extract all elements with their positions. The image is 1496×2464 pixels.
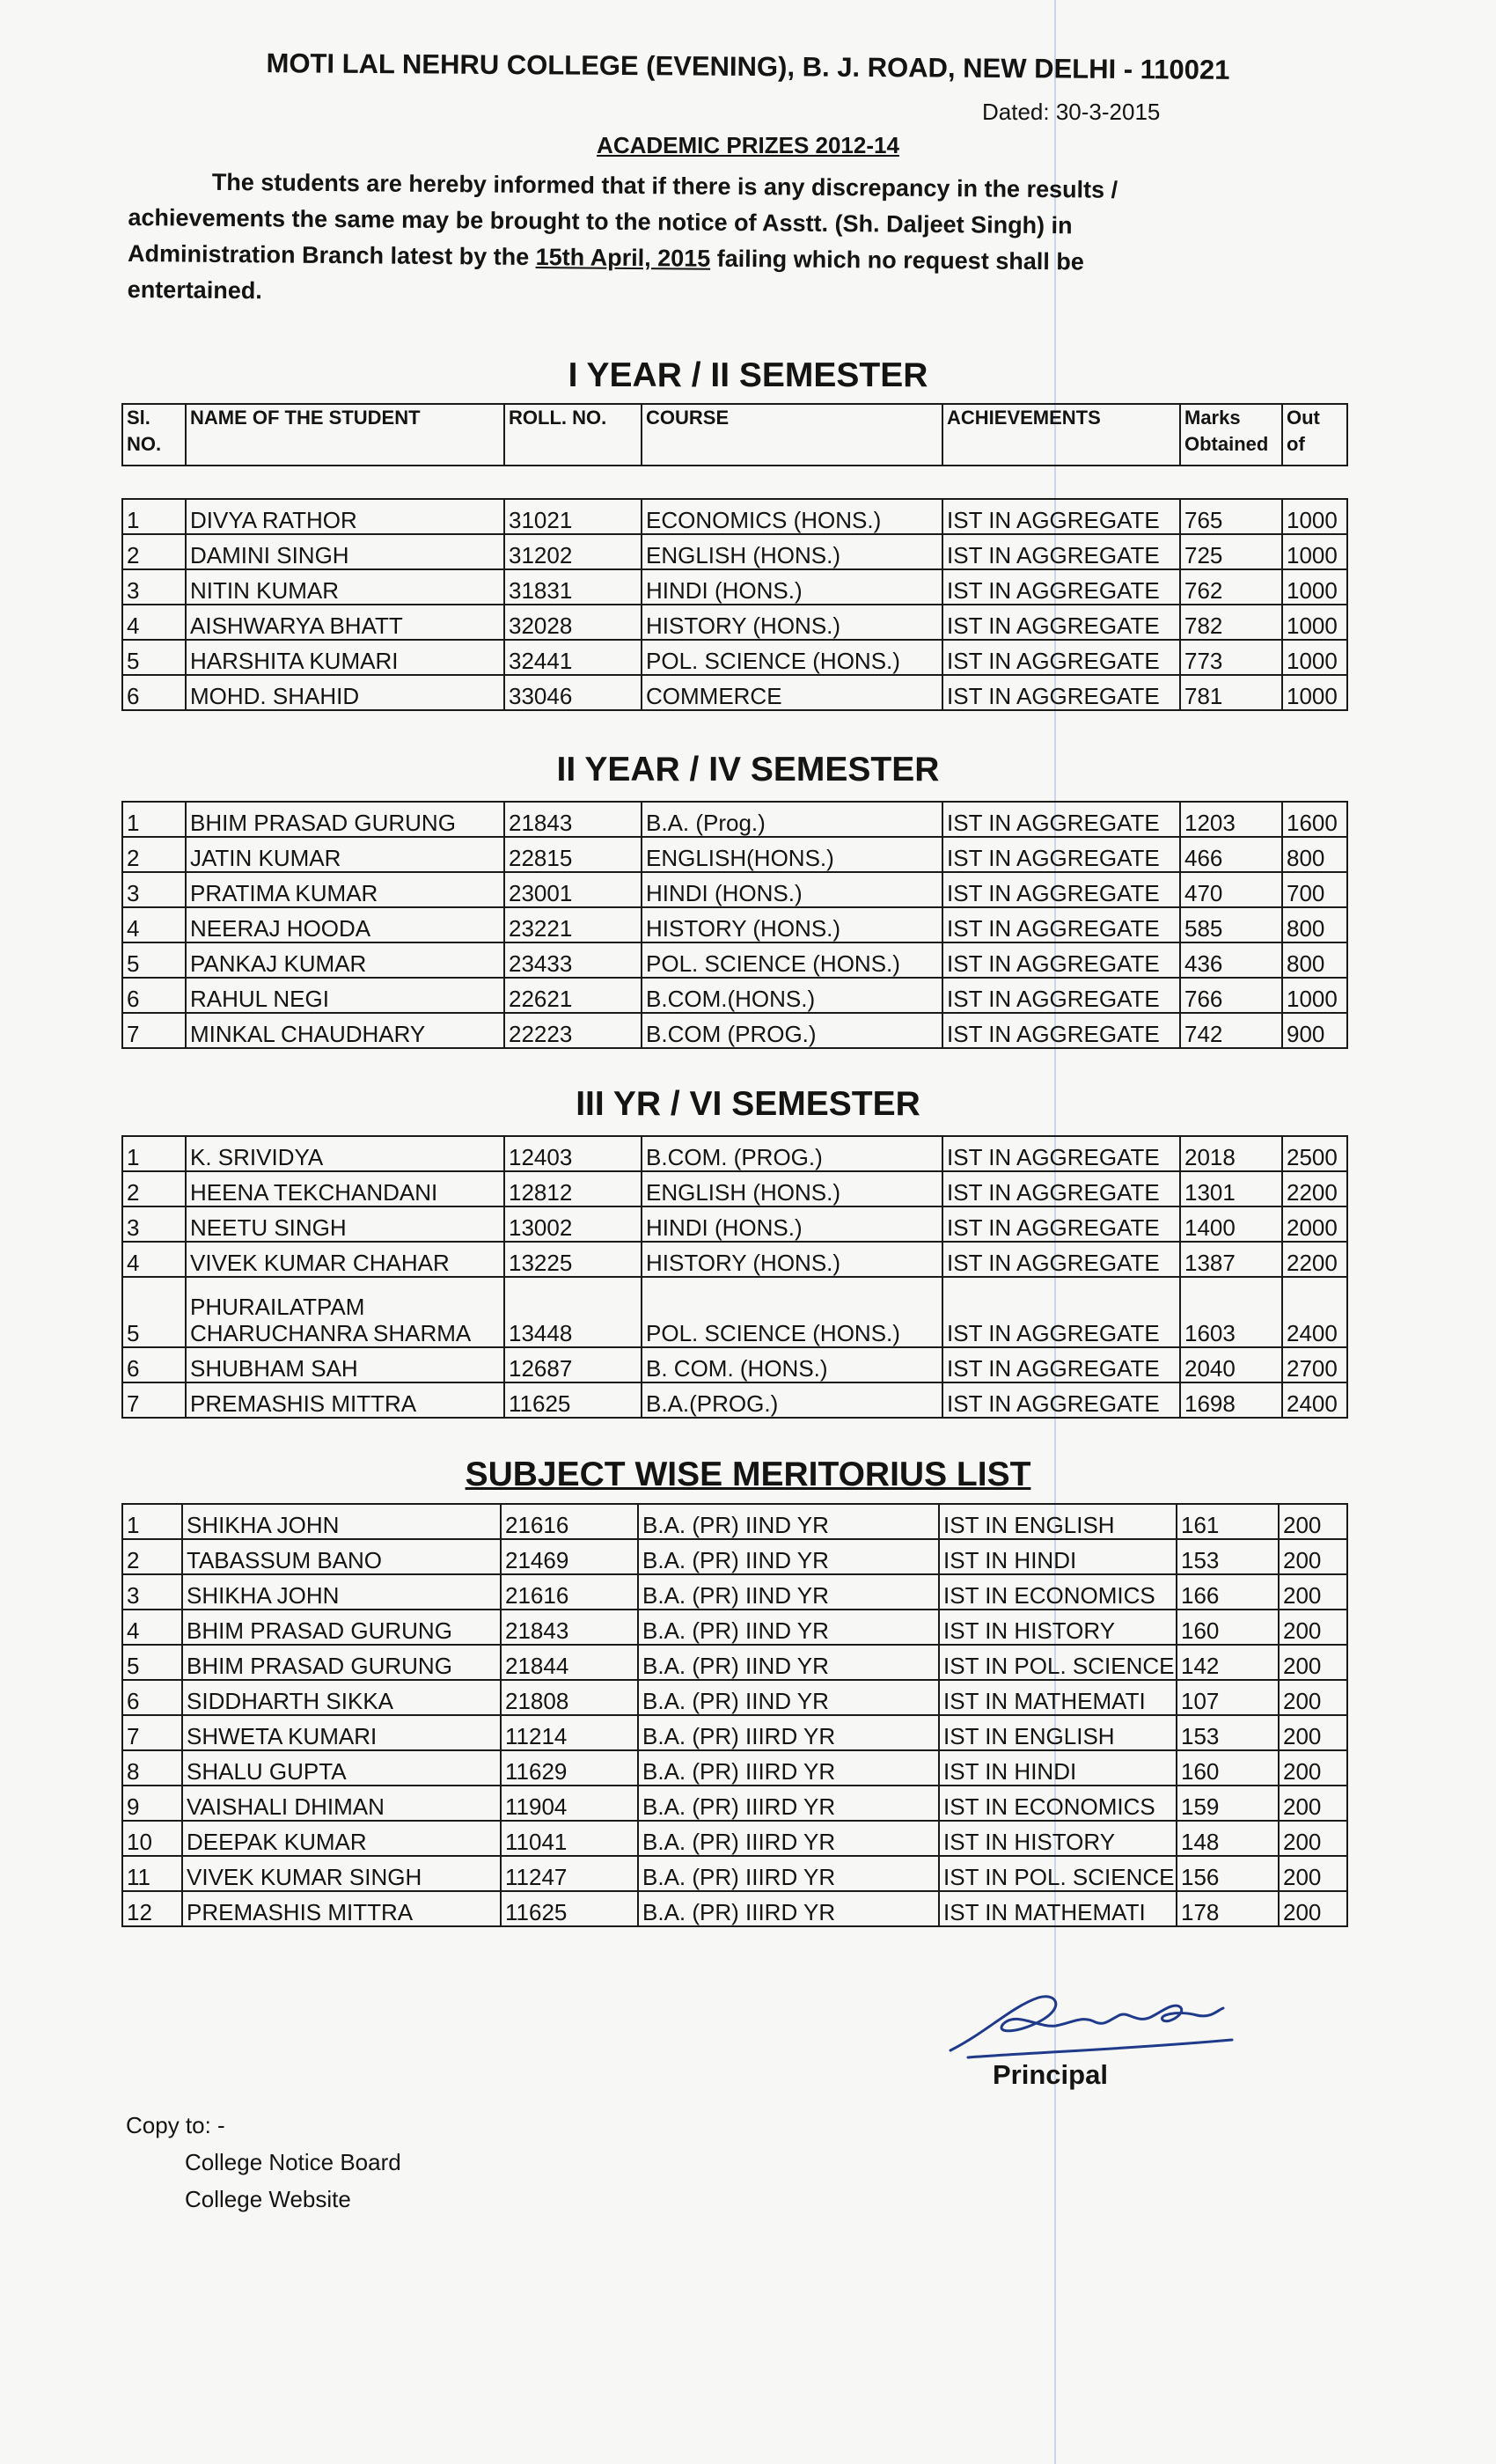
table-row <box>122 1645 1347 1680</box>
marks-cell: 742 <box>1180 1013 1282 1048</box>
marks-cell: 725 <box>1180 534 1282 569</box>
marks-cell: 148 <box>1177 1821 1279 1856</box>
achievement-cell: IST IN AGGREGATE <box>942 802 1180 837</box>
name-cell: PRATIMA KUMAR <box>186 872 504 907</box>
out-of-cell: 900 <box>1282 1013 1347 1048</box>
achievement-cell: IST IN AGGREGATE <box>942 1206 1180 1242</box>
roll-cell: 21808 <box>501 1680 638 1715</box>
table-year2 <box>121 801 1348 1049</box>
course-cell: B.A. (PR) IIIRD YR <box>638 1891 939 1926</box>
course-cell: B.A. (PR) IIIRD YR <box>638 1856 939 1891</box>
achievement-cell: IST IN POL. SCIENCE <box>939 1645 1177 1680</box>
achievement-cell: IST IN ENGLISH <box>939 1504 1177 1539</box>
marks-cell: 470 <box>1180 872 1282 907</box>
course-cell: B.COM.(HONS.) <box>642 978 942 1013</box>
sl-cell: 1 <box>122 1504 182 1539</box>
achievement-cell: IST IN AGGREGATE <box>942 1277 1180 1347</box>
out-of-cell: 1000 <box>1282 534 1347 569</box>
sl-cell: 4 <box>122 605 186 640</box>
course-cell: POL. SCIENCE (HONS.) <box>642 1277 942 1347</box>
roll-cell: 13225 <box>504 1242 642 1277</box>
out-of-cell: 200 <box>1279 1821 1347 1856</box>
roll-cell: 12812 <box>504 1171 642 1206</box>
sl-cell: 8 <box>122 1750 182 1786</box>
notice-line: The students are hereby informed that if there is any discrepancy in the results / <box>211 168 1118 203</box>
out-of-cell: 200 <box>1279 1574 1347 1610</box>
roll-cell: 31831 <box>504 569 642 605</box>
achievement-cell: IST IN MATHEMATI <box>939 1680 1177 1715</box>
out-of-cell: 2200 <box>1282 1242 1347 1277</box>
roll-cell: 22815 <box>504 837 642 872</box>
notice-deadline: 15th April, 2015 <box>535 244 711 272</box>
achievement-cell: IST IN AGGREGATE <box>942 837 1180 872</box>
out-of-cell: 700 <box>1282 872 1347 907</box>
marks-cell: 1203 <box>1180 802 1282 837</box>
table-year3 <box>121 1135 1348 1419</box>
out-of-cell: 200 <box>1279 1750 1347 1786</box>
table-row <box>122 1242 1347 1277</box>
achievement-cell: IST IN ENGLISH <box>939 1715 1177 1750</box>
table-row <box>122 1539 1347 1574</box>
course-cell: HISTORY (HONS.) <box>642 907 942 942</box>
out-of-cell: 200 <box>1279 1645 1347 1680</box>
col-name: NAME OF THE STUDENT <box>186 404 504 466</box>
sl-cell: 7 <box>122 1013 186 1048</box>
out-of-cell: 800 <box>1282 907 1347 942</box>
course-cell: B.A. (PR) IIND YR <box>638 1680 939 1715</box>
sl-cell: 5 <box>122 640 186 675</box>
roll-cell: 11214 <box>501 1715 638 1750</box>
table-row <box>122 1347 1347 1382</box>
marks-cell: 466 <box>1180 837 1282 872</box>
name-cell: SHUBHAM SAH <box>186 1347 504 1382</box>
roll-cell: 31021 <box>504 499 642 534</box>
name-cell: VAISHALI DHIMAN <box>182 1786 501 1821</box>
sl-cell: 2 <box>122 1539 182 1574</box>
marks-cell: 766 <box>1180 978 1282 1013</box>
course-cell: B.A. (Prog.) <box>642 802 942 837</box>
course-cell: B. COM. (HONS.) <box>642 1347 942 1382</box>
name-cell: HEENA TEKCHANDANI <box>186 1171 504 1206</box>
marks-cell: 436 <box>1180 942 1282 978</box>
name-line: CHARUCHANRA SHARMA <box>190 1320 472 1346</box>
name-line: PHURAILATPAM <box>190 1294 365 1320</box>
principal-signature <box>933 1971 1250 2068</box>
course-cell: HISTORY (HONS.) <box>642 605 942 640</box>
roll-cell: 21469 <box>501 1539 638 1574</box>
table-row <box>122 1821 1347 1856</box>
achievement-cell: IST IN MATHEMATI <box>939 1891 1177 1926</box>
sl-cell: 1 <box>122 1136 186 1171</box>
roll-cell: 11041 <box>501 1821 638 1856</box>
name-cell: NITIN KUMAR <box>186 569 504 605</box>
table-row <box>122 499 1347 534</box>
achievement-cell: IST IN AGGREGATE <box>942 1382 1180 1418</box>
achievement-cell: IST IN AGGREGATE <box>942 978 1180 1013</box>
roll-cell: 11625 <box>501 1891 638 1926</box>
out-of-cell: 1000 <box>1282 675 1347 710</box>
table-row <box>122 1715 1347 1750</box>
course-cell: HINDI (HONS.) <box>642 569 942 605</box>
sl-cell: 6 <box>122 978 186 1013</box>
table-row <box>122 1136 1347 1171</box>
name-cell: PREMASHIS MITTRA <box>186 1382 504 1418</box>
roll-cell: 23001 <box>504 872 642 907</box>
table-row <box>122 1680 1347 1715</box>
course-cell: ENGLISH (HONS.) <box>642 534 942 569</box>
marks-cell: 166 <box>1177 1574 1279 1610</box>
course-cell: B.COM. (PROG.) <box>642 1136 942 1171</box>
sl-cell: 3 <box>122 1574 182 1610</box>
marks-cell: 1603 <box>1180 1277 1282 1347</box>
course-cell: HINDI (HONS.) <box>642 872 942 907</box>
course-cell: ECONOMICS (HONS.) <box>642 499 942 534</box>
achievement-cell: IST IN HINDI <box>939 1539 1177 1574</box>
achievement-cell: IST IN HINDI <box>939 1750 1177 1786</box>
course-cell: COMMERCE <box>642 675 942 710</box>
achievement-cell: IST IN POL. SCIENCE <box>939 1856 1177 1891</box>
name-cell: TABASSUM BANO <box>182 1539 501 1574</box>
course-cell: HINDI (HONS.) <box>642 1206 942 1242</box>
out-of-cell: 200 <box>1279 1539 1347 1574</box>
course-cell: B.A. (PR) IIND YR <box>638 1610 939 1645</box>
sl-cell: 2 <box>122 1171 186 1206</box>
achievement-cell: IST IN AGGREGATE <box>942 675 1180 710</box>
name-cell: K. SRIVIDYA <box>186 1136 504 1171</box>
table-row <box>122 1277 1347 1347</box>
table-row <box>122 907 1347 942</box>
prizes-title: ACADEMIC PRIZES 2012-14 <box>597 132 899 158</box>
section-title-year3: III YR / VI SEMESTER <box>576 1085 920 1123</box>
marks-cell: 585 <box>1180 907 1282 942</box>
marks-cell: 161 <box>1177 1504 1279 1539</box>
course-cell: B.A. (PR) IIND YR <box>638 1574 939 1610</box>
table-row <box>122 534 1347 569</box>
copy-to-label: Copy to: - <box>126 2112 225 2138</box>
table-row <box>122 802 1347 837</box>
out-of-cell: 1000 <box>1282 978 1347 1013</box>
name-cell: MOHD. SHAHID <box>186 675 504 710</box>
sl-cell: 5 <box>122 1277 186 1347</box>
out-of-cell: 200 <box>1279 1680 1347 1715</box>
achievement-cell: IST IN AGGREGATE <box>942 499 1180 534</box>
table-row <box>122 640 1347 675</box>
sl-cell: 9 <box>122 1786 182 1821</box>
out-of-cell: 1000 <box>1282 640 1347 675</box>
course-cell: B.A. (PR) IIIRD YR <box>638 1715 939 1750</box>
sl-cell: 12 <box>122 1891 182 1926</box>
marks-cell: 773 <box>1180 640 1282 675</box>
marks-cell: 107 <box>1177 1680 1279 1715</box>
out-of-cell: 2400 <box>1282 1382 1347 1418</box>
course-cell: ENGLISH (HONS.) <box>642 1171 942 1206</box>
sl-cell: 1 <box>122 499 186 534</box>
achievement-cell: IST IN AGGREGATE <box>942 1347 1180 1382</box>
table-row <box>122 872 1347 907</box>
notice-date: Dated: 30-3-2015 <box>982 99 1161 125</box>
table-row <box>122 605 1347 640</box>
out-of-cell: 2000 <box>1282 1206 1347 1242</box>
name-cell: PREMASHIS MITTRA <box>182 1891 501 1926</box>
col-out-of: Out of <box>1282 404 1347 466</box>
name-cell: RAHUL NEGI <box>186 978 504 1013</box>
roll-cell: 13002 <box>504 1206 642 1242</box>
name-cell: VIVEK KUMAR SINGH <box>182 1856 501 1891</box>
table-row <box>122 1504 1347 1539</box>
marks-cell: 2018 <box>1180 1136 1282 1171</box>
out-of-cell: 1000 <box>1282 499 1347 534</box>
out-of-cell: 800 <box>1282 837 1347 872</box>
col-marks: Marks Obtained <box>1180 404 1282 466</box>
marks-cell: 781 <box>1180 675 1282 710</box>
out-of-cell: 200 <box>1279 1786 1347 1821</box>
copy-to-list <box>185 2144 401 2218</box>
out-of-cell: 1600 <box>1282 802 1347 837</box>
marks-cell: 1400 <box>1180 1206 1282 1242</box>
col-course: COURSE <box>642 404 942 466</box>
course-cell: POL. SCIENCE (HONS.) <box>642 640 942 675</box>
achievement-cell: IST IN AGGREGATE <box>942 872 1180 907</box>
achievement-cell: IST IN AGGREGATE <box>942 942 1180 978</box>
marks-cell: 1301 <box>1180 1171 1282 1206</box>
sl-cell: 3 <box>122 569 186 605</box>
achievement-cell: IST IN AGGREGATE <box>942 569 1180 605</box>
achievement-cell: IST IN HISTORY <box>939 1821 1177 1856</box>
name-cell: DAMINI SINGH <box>186 534 504 569</box>
roll-cell: 11629 <box>501 1750 638 1786</box>
list-item: College Notice Board <box>185 2149 401 2175</box>
marks-cell: 156 <box>1177 1856 1279 1891</box>
out-of-cell: 800 <box>1282 942 1347 978</box>
notice-line: achievements the same may be brought to the notice of Asstt. (Sh. Daljeet Singh) in <box>128 203 1073 239</box>
achievement-cell: IST IN ECONOMICS <box>939 1574 1177 1610</box>
achievement-cell: IST IN AGGREGATE <box>942 605 1180 640</box>
achievement-cell: IST IN AGGREGATE <box>942 1013 1180 1048</box>
out-of-cell: 200 <box>1279 1504 1347 1539</box>
roll-cell: 21843 <box>501 1610 638 1645</box>
course-cell: ENGLISH(HONS.) <box>642 837 942 872</box>
principal-label: Principal <box>993 2059 1108 2090</box>
out-of-cell: 1000 <box>1282 605 1347 640</box>
marks-cell: 782 <box>1180 605 1282 640</box>
roll-cell: 33046 <box>504 675 642 710</box>
name-cell: AISHWARYA BHATT <box>186 605 504 640</box>
roll-cell: 11625 <box>504 1382 642 1418</box>
section-title-year1: I YEAR / II SEMESTER <box>568 356 928 394</box>
roll-cell: 31202 <box>504 534 642 569</box>
marks-cell: 160 <box>1177 1750 1279 1786</box>
table-row <box>122 1382 1347 1418</box>
roll-cell: 32441 <box>504 640 642 675</box>
table-row <box>122 1750 1347 1786</box>
name-cell: VIVEK KUMAR CHAHAR <box>186 1242 504 1277</box>
marks-cell: 765 <box>1180 499 1282 534</box>
name-cell: SHWETA KUMARI <box>182 1715 501 1750</box>
table-row <box>122 1574 1347 1610</box>
roll-cell: 21844 <box>501 1645 638 1680</box>
notice-text: failing which no request shall be <box>710 245 1084 275</box>
achievement-cell: IST IN AGGREGATE <box>942 640 1180 675</box>
course-cell: B.A. (PR) IIND YR <box>638 1504 939 1539</box>
sl-cell: 3 <box>122 872 186 907</box>
table-row <box>122 1171 1347 1206</box>
sl-cell: 2 <box>122 837 186 872</box>
section-title-year2: II YEAR / IV SEMESTER <box>556 751 940 788</box>
table-row <box>122 1891 1347 1926</box>
notice-paragraph <box>128 164 1220 318</box>
name-cell: SHALU GUPTA <box>182 1750 501 1786</box>
out-of-cell: 2700 <box>1282 1347 1347 1382</box>
out-of-cell: 200 <box>1279 1856 1347 1891</box>
marks-cell: 2040 <box>1180 1347 1282 1382</box>
achievement-cell: IST IN AGGREGATE <box>942 1242 1180 1277</box>
roll-cell: 12687 <box>504 1347 642 1382</box>
out-of-cell: 1000 <box>1282 569 1347 605</box>
table-row <box>122 837 1347 872</box>
notice-text: Administration Branch latest by the <box>127 239 536 271</box>
col-sl: Sl. NO. <box>122 404 186 466</box>
out-of-cell: 200 <box>1279 1715 1347 1750</box>
course-cell: POL. SCIENCE (HONS.) <box>642 942 942 978</box>
name-cell: HARSHITA KUMARI <box>186 640 504 675</box>
name-cell: NEETU SINGH <box>186 1206 504 1242</box>
achievement-cell: IST IN AGGREGATE <box>942 534 1180 569</box>
sl-cell: 4 <box>122 1610 182 1645</box>
out-of-cell: 2200 <box>1282 1171 1347 1206</box>
marks-cell: 153 <box>1177 1539 1279 1574</box>
out-of-cell: 2500 <box>1282 1136 1347 1171</box>
roll-cell: 22223 <box>504 1013 642 1048</box>
sl-cell: 6 <box>122 1347 186 1382</box>
sl-cell: 5 <box>122 1645 182 1680</box>
table-row <box>122 1013 1347 1048</box>
name-cell: DIVYA RATHOR <box>186 499 504 534</box>
marks-cell: 178 <box>1177 1891 1279 1926</box>
table-row <box>122 1610 1347 1645</box>
section-title-subject-wise: SUBJECT WISE MERITORIUS LIST <box>465 1456 1031 1493</box>
column-header-table <box>121 403 1348 466</box>
roll-cell: 21843 <box>504 802 642 837</box>
sl-cell: 4 <box>122 1242 186 1277</box>
table-row <box>122 569 1347 605</box>
name-cell: MINKAL CHAUDHARY <box>186 1013 504 1048</box>
marks-cell: 153 <box>1177 1715 1279 1750</box>
table-row <box>122 675 1347 710</box>
achievement-cell: IST IN AGGREGATE <box>942 1171 1180 1206</box>
achievement-cell: IST IN ECONOMICS <box>939 1786 1177 1821</box>
roll-cell: 21616 <box>501 1574 638 1610</box>
col-roll: ROLL. NO. <box>504 404 642 466</box>
name-cell: NEERAJ HOODA <box>186 907 504 942</box>
table-row <box>122 942 1347 978</box>
table-row <box>122 978 1347 1013</box>
marks-cell: 142 <box>1177 1645 1279 1680</box>
sl-cell: 2 <box>122 534 186 569</box>
sl-cell: 3 <box>122 1206 186 1242</box>
course-cell: B.A. (PR) IIND YR <box>638 1539 939 1574</box>
marks-cell: 160 <box>1177 1610 1279 1645</box>
out-of-cell: 200 <box>1279 1891 1347 1926</box>
col-achievements: ACHIEVEMENTS <box>942 404 1180 466</box>
sl-cell: 10 <box>122 1821 182 1856</box>
sl-cell: 4 <box>122 907 186 942</box>
college-name: MOTI LAL NEHRU COLLEGE (EVENING), B. J. ROAD, NEW DELHI - 110021 <box>266 48 1230 85</box>
table-row <box>122 1786 1347 1821</box>
roll-cell: 21616 <box>501 1504 638 1539</box>
table-subject-wise <box>121 1503 1348 1927</box>
marks-cell: 159 <box>1177 1786 1279 1821</box>
marks-cell: 1387 <box>1180 1242 1282 1277</box>
sl-cell: 6 <box>122 675 186 710</box>
sl-cell: 1 <box>122 802 186 837</box>
course-cell: B.A. (PR) IIIRD YR <box>638 1821 939 1856</box>
out-of-cell: 2400 <box>1282 1277 1347 1347</box>
course-cell: B.A. (PR) IIIRD YR <box>638 1750 939 1786</box>
name-cell: SIDDHARTH SIKKA <box>182 1680 501 1715</box>
out-of-cell: 200 <box>1279 1610 1347 1645</box>
sl-cell: 5 <box>122 942 186 978</box>
name-cell: JATIN KUMAR <box>186 837 504 872</box>
table-row <box>122 1206 1347 1242</box>
name-cell: BHIM PRASAD GURUNG <box>182 1610 501 1645</box>
roll-cell: 23221 <box>504 907 642 942</box>
table-row <box>122 1856 1347 1891</box>
notice-line: entertained. <box>127 275 262 304</box>
roll-cell: 12403 <box>504 1136 642 1171</box>
marks-cell: 1698 <box>1180 1382 1282 1418</box>
name-cell <box>186 1277 504 1347</box>
achievement-cell: IST IN AGGREGATE <box>942 1136 1180 1171</box>
roll-cell: 11904 <box>501 1786 638 1821</box>
course-cell: B.A.(PROG.) <box>642 1382 942 1418</box>
sl-cell: 7 <box>122 1382 186 1418</box>
course-cell: B.COM (PROG.) <box>642 1013 942 1048</box>
sl-cell: 6 <box>122 1680 182 1715</box>
roll-cell: 22621 <box>504 978 642 1013</box>
course-cell: B.A. (PR) IIND YR <box>638 1645 939 1680</box>
sl-cell: 11 <box>122 1856 182 1891</box>
table-year1 <box>121 498 1348 711</box>
roll-cell: 32028 <box>504 605 642 640</box>
marks-cell: 762 <box>1180 569 1282 605</box>
achievement-cell: IST IN AGGREGATE <box>942 907 1180 942</box>
course-cell: B.A. (PR) IIIRD YR <box>638 1786 939 1821</box>
name-cell: PANKAJ KUMAR <box>186 942 504 978</box>
achievement-cell: IST IN HISTORY <box>939 1610 1177 1645</box>
roll-cell: 11247 <box>501 1856 638 1891</box>
list-item: College Website <box>185 2186 351 2212</box>
name-cell: SHIKHA JOHN <box>182 1574 501 1610</box>
name-cell: SHIKHA JOHN <box>182 1504 501 1539</box>
sl-cell: 7 <box>122 1715 182 1750</box>
roll-cell: 23433 <box>504 942 642 978</box>
roll-cell: 13448 <box>504 1277 642 1347</box>
course-cell: HISTORY (HONS.) <box>642 1242 942 1277</box>
name-cell: DEEPAK KUMAR <box>182 1821 501 1856</box>
name-cell: BHIM PRASAD GURUNG <box>186 802 504 837</box>
name-cell: BHIM PRASAD GURUNG <box>182 1645 501 1680</box>
